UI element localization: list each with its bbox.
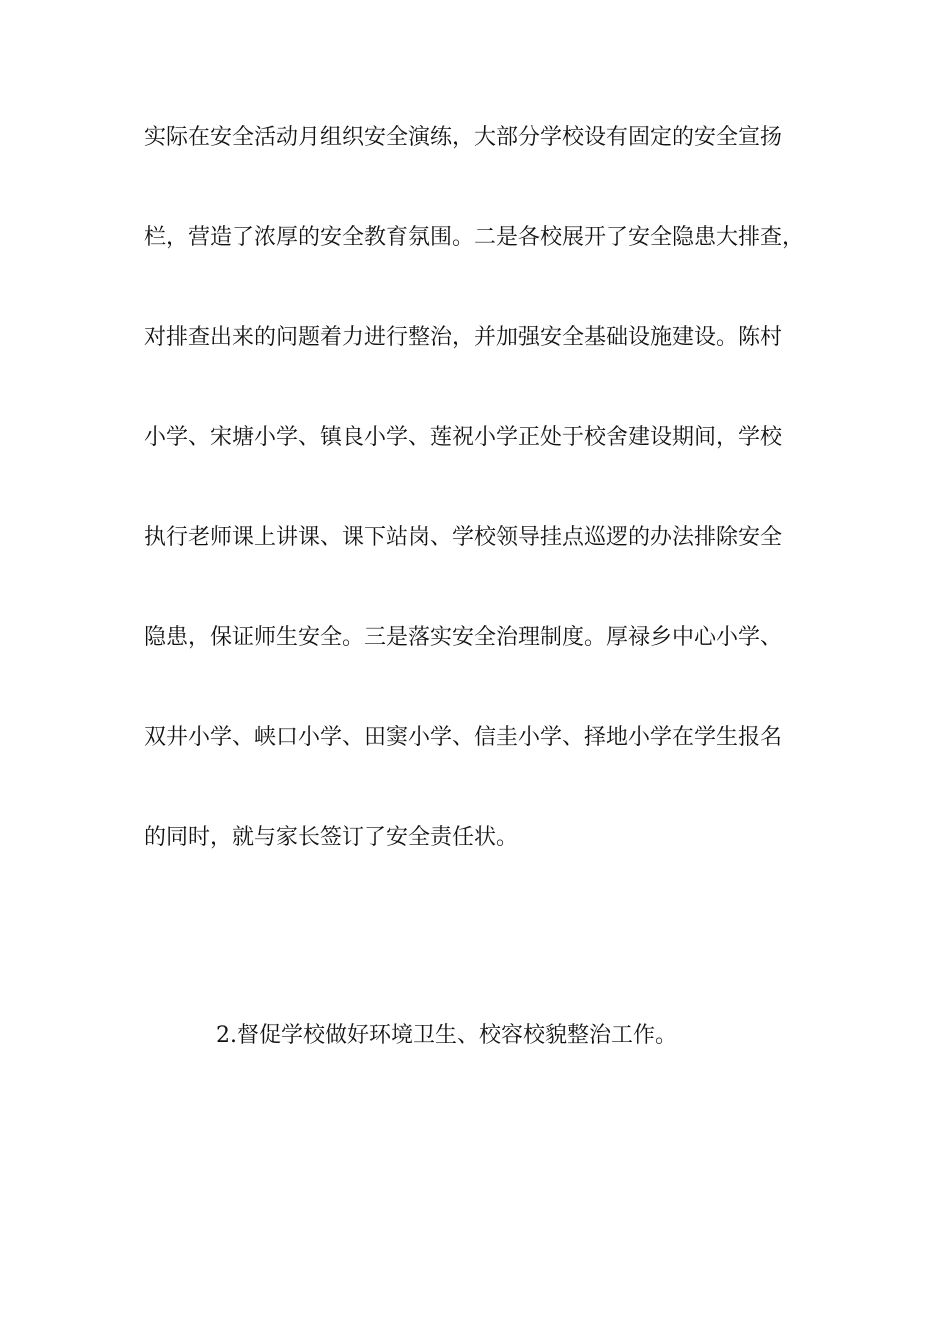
paragraph-line-6: 隐患，保证师生安全。三是落实安全治理制度。厚禄乡中心小学、 [144,625,783,650]
section-heading: 2.督促学校做好环境卫生、校容校貌整治工作。 [216,1023,677,1048]
paragraph-line-8: 的同时，就与家长签订了安全责任状。 [144,825,519,850]
paragraph-line-2: 栏，营造了浓厚的安全教育氛围。二是各校展开了安全隐患大排查， [144,225,805,250]
paragraph-line-4: 小学、宋塘小学、镇良小学、莲祝小学正处于校舍建设期间，学校 [144,425,783,450]
paragraph-line-1: 实际在安全活动月组织安全演练，大部分学校设有固定的安全宣扬 [144,125,783,150]
paragraph-line-7: 双井小学、峡口小学、田窦小学、信圭小学、择地小学在学生报名 [144,725,783,750]
paragraph-line-5: 执行老师课上讲课、课下站岗、学校领导挂点巡逻的办法排除安全 [144,525,783,550]
paragraph-line-3: 对排查出来的问题着力进行整治，并加强安全基础设施建设。陈村 [144,325,783,350]
